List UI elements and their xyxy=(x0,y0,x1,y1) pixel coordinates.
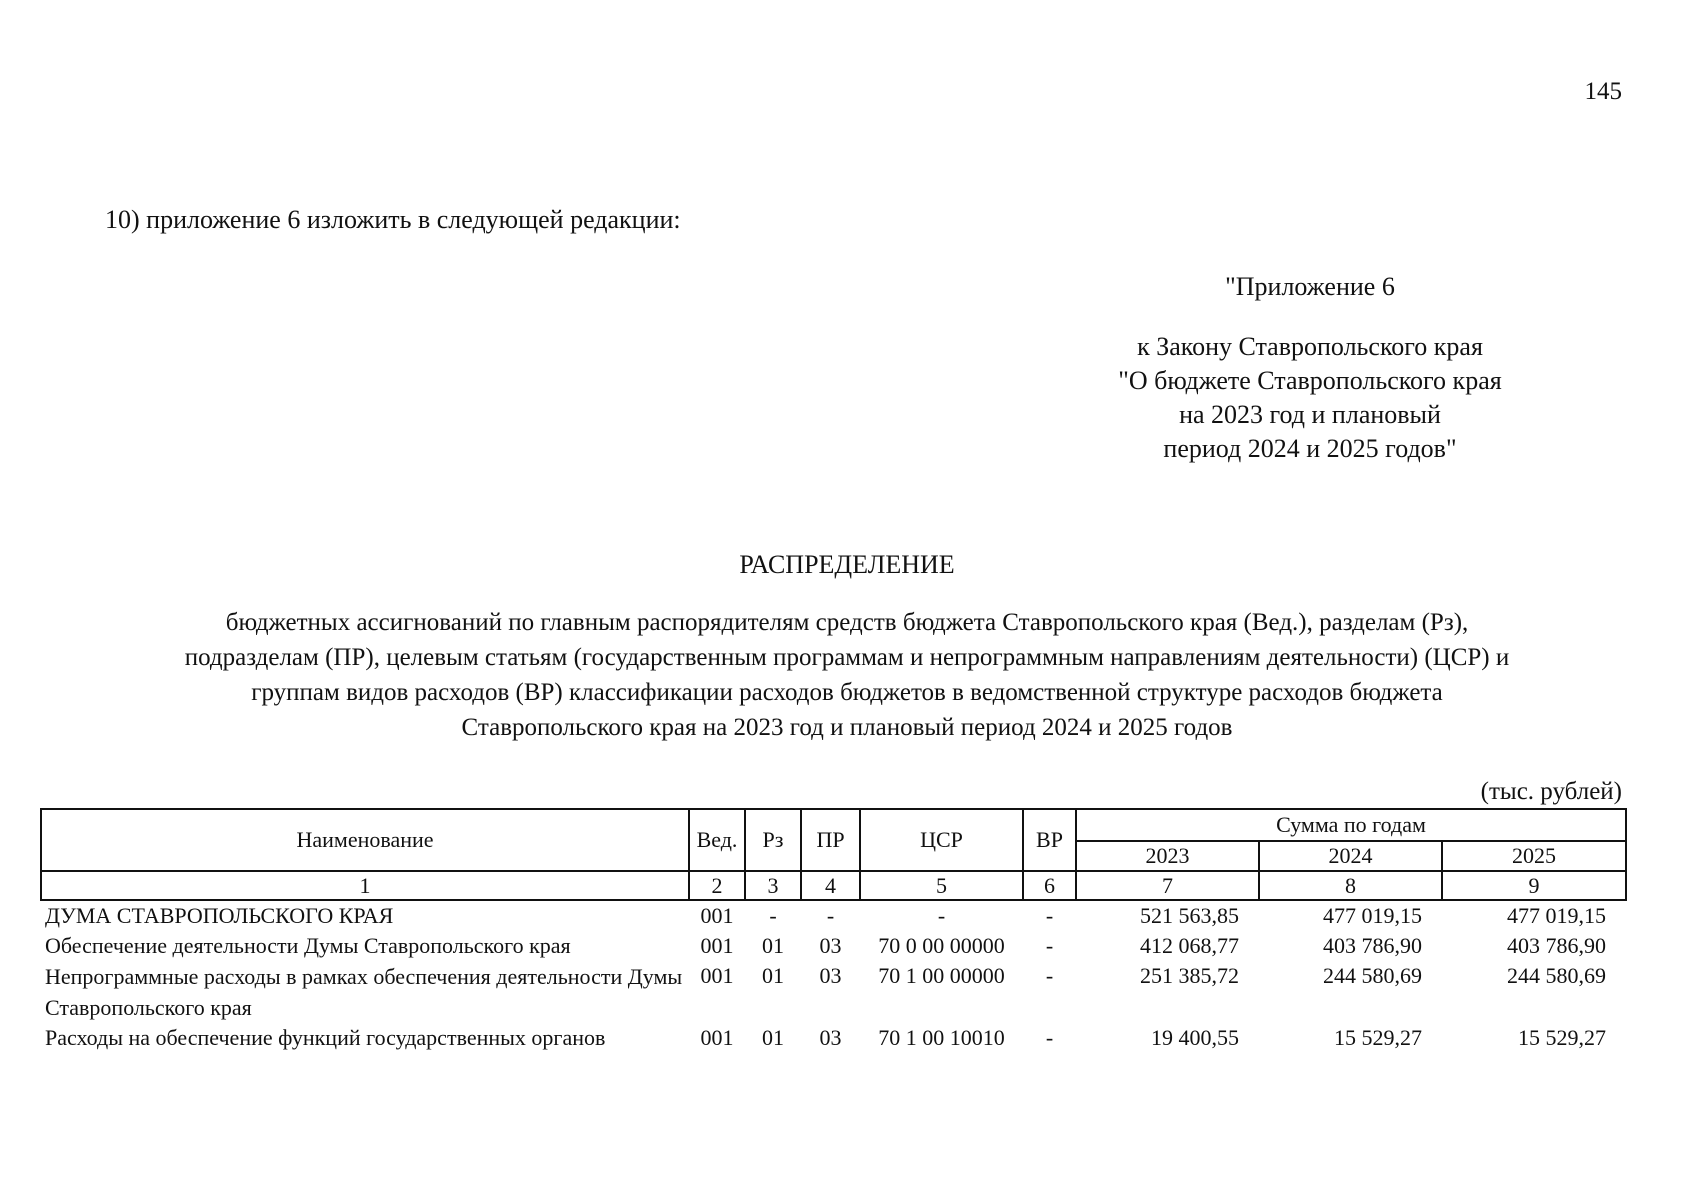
header-sum-by-years: Сумма по годам xyxy=(1076,809,1626,841)
row-pr: - xyxy=(826,903,835,928)
annex-line: период 2024 и 2025 годов" xyxy=(1163,434,1457,463)
column-number: 8 xyxy=(1259,871,1442,900)
column-number: 9 xyxy=(1442,871,1626,900)
row-vr: - xyxy=(1045,1025,1054,1050)
subtitle-line: подразделам (ПР), целевым статьям (государственным программам и непрограммным направлениям деятельности) (ЦСР) и xyxy=(184,644,1510,671)
header-name: Наименование xyxy=(41,809,689,871)
row-rz: 01 xyxy=(762,963,784,988)
header-ved: Вед. xyxy=(689,809,745,871)
subtitle-line: бюджетных ассигнований по главным распорядителям средств бюджета Ставропольского края (Вед.), разделам (Рз), xyxy=(225,609,1469,636)
row-sum-2023: 251 385,72 xyxy=(1140,963,1239,988)
budget-table xyxy=(40,808,1627,1053)
column-number: 6 xyxy=(1023,871,1076,900)
annex-reference xyxy=(1080,270,1540,466)
row-sum-2024: 244 580,69 xyxy=(1323,963,1422,988)
subtitle-line: группам видов расходов (ВР) классификации расходов бюджетов в ведомственной структуре расходов бюджета xyxy=(251,679,1443,706)
row-name: Обеспечение деятельности Думы Ставропольского края xyxy=(45,933,571,958)
row-sum-2025: 477 019,15 xyxy=(1507,903,1606,928)
column-number: 5 xyxy=(860,871,1023,900)
row-name: ДУМА СТАВРОПОЛЬСКОГО КРАЯ xyxy=(45,903,394,928)
row-sum-2025: 403 786,90 xyxy=(1507,933,1606,958)
row-pr: 03 xyxy=(819,1025,842,1050)
row-sum-2024: 403 786,90 xyxy=(1323,933,1422,958)
row-rz: 01 xyxy=(762,1025,784,1050)
header-year-2024: 2024 xyxy=(1259,841,1442,871)
annex-title: "Приложение 6 xyxy=(1225,272,1395,301)
subtitle-line: Ставропольского края на 2023 год и плановый период 2024 и 2025 годов xyxy=(461,714,1233,741)
row-csr: - xyxy=(937,903,946,928)
row-sum-2024: 477 019,15 xyxy=(1323,903,1422,928)
header-pr: ПР xyxy=(801,809,860,871)
header-year-2023: 2023 xyxy=(1076,841,1259,871)
table-row xyxy=(41,900,1626,931)
row-ved: 001 xyxy=(700,903,734,928)
column-number: 2 xyxy=(689,871,745,900)
row-sum-2023: 19 400,55 xyxy=(1151,1025,1239,1050)
column-number: 7 xyxy=(1076,871,1259,900)
row-sum-2023: 412 068,77 xyxy=(1140,933,1239,958)
header-rz: Рз xyxy=(745,809,801,871)
row-ved: 001 xyxy=(700,933,734,958)
row-csr: 70 1 00 10010 xyxy=(878,1025,1005,1050)
row-pr: 03 xyxy=(819,963,842,988)
row-csr: 70 0 00 00000 xyxy=(878,933,1005,958)
column-number: 4 xyxy=(801,871,860,900)
table-row xyxy=(41,931,1626,961)
row-sum-2025: 15 529,27 xyxy=(1518,1025,1606,1050)
row-vr: - xyxy=(1045,903,1054,928)
row-rz: - xyxy=(769,903,777,928)
row-name: Непрограммные расходы в рамках обеспечения деятельности Думы Ставропольского края xyxy=(45,964,683,1020)
annex-line: на 2023 год и плановый xyxy=(1179,400,1441,429)
row-csr: 70 1 00 00000 xyxy=(878,963,1005,988)
header-csr: ЦСР xyxy=(860,809,1023,871)
units-label: (тыс. рублей) xyxy=(1480,778,1622,805)
amendment-intro: 10) приложение 6 изложить в следующей редакции: xyxy=(105,205,681,234)
row-sum-2024: 15 529,27 xyxy=(1334,1025,1422,1050)
row-ved: 001 xyxy=(700,1025,734,1050)
row-vr: - xyxy=(1045,963,1054,988)
document-subtitle xyxy=(60,605,1634,745)
header-year-2025: 2025 xyxy=(1442,841,1626,871)
annex-line: "О бюджете Ставропольского края xyxy=(1118,366,1502,395)
row-sum-2025: 244 580,69 xyxy=(1507,963,1606,988)
row-vr: - xyxy=(1045,933,1054,958)
annex-line: к Закону Ставропольского края xyxy=(1137,332,1483,361)
row-rz: 01 xyxy=(762,933,784,958)
row-sum-2023: 521 563,85 xyxy=(1140,903,1239,928)
table-row xyxy=(41,1023,1626,1053)
row-pr: 03 xyxy=(819,933,842,958)
table-row xyxy=(41,961,1626,1023)
column-number: 1 xyxy=(41,871,689,900)
document-title: РАСПРЕДЕЛЕНИЕ xyxy=(739,550,955,579)
row-name: Расходы на обеспечение функций государственных органов xyxy=(45,1025,606,1050)
header-vr: ВР xyxy=(1023,809,1076,871)
row-ved: 001 xyxy=(700,963,734,988)
page-number: 145 xyxy=(1584,78,1622,105)
column-number: 3 xyxy=(745,871,801,900)
